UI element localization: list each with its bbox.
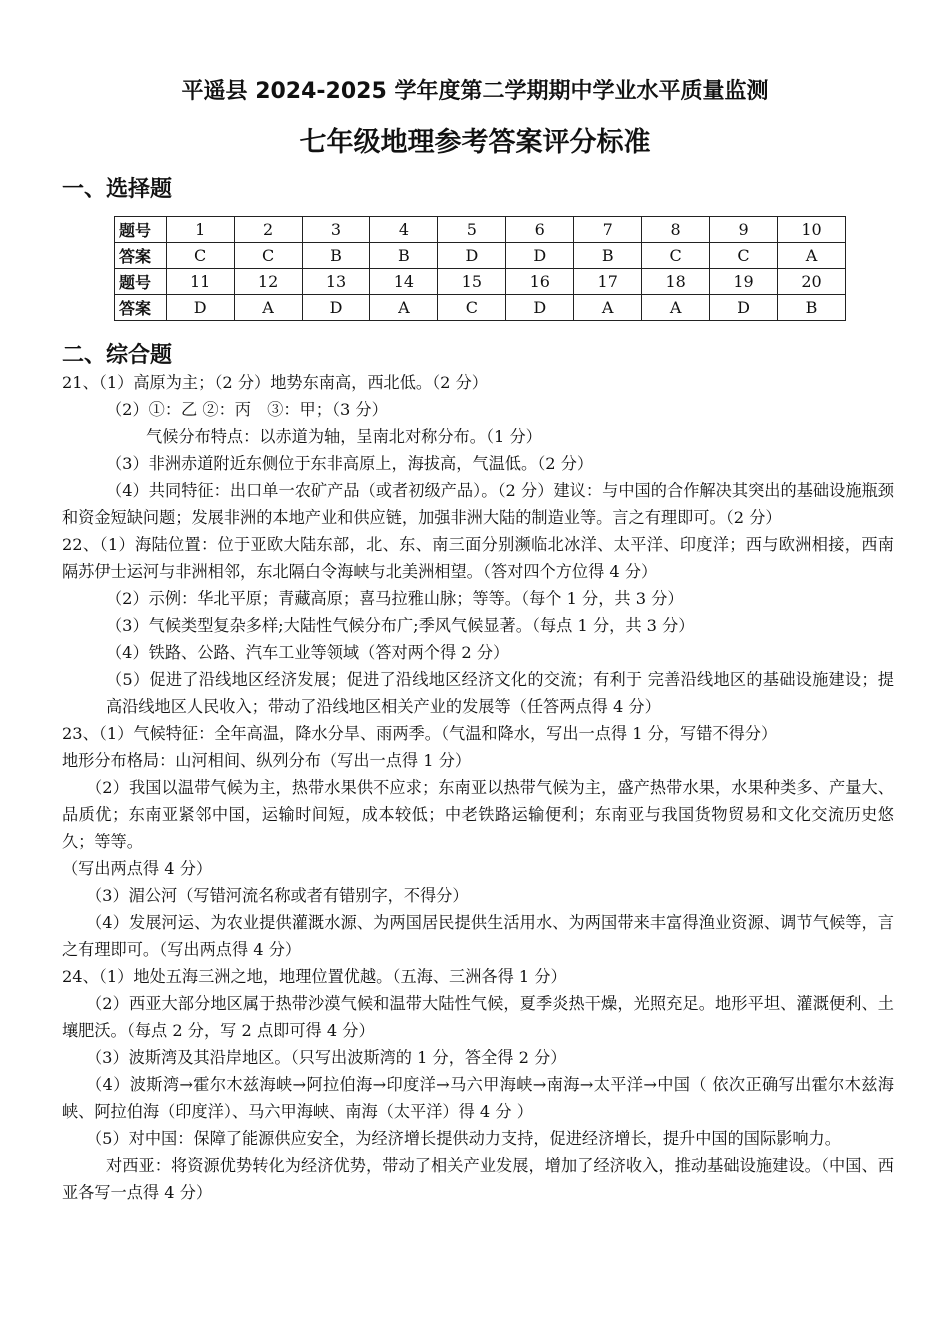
table-cell: 7 [574, 217, 642, 243]
table-row-header: 答案 [115, 295, 167, 321]
table-row [115, 217, 846, 243]
q24-line-4: （4）波斯湾→霍尔木兹海峡→阿拉伯海→印度洋→马六甲海峡→南海→太平洋→中国（ 依次正确写出霍尔木兹海峡、阿拉伯海（印度洋）、马六甲海峡、南海（太平洋）得 4 分 ） [62, 1075, 894, 1121]
table-cell: C [710, 243, 778, 269]
table-cell: A [642, 295, 710, 321]
table-cell: 2 [234, 217, 302, 243]
table-cell: 5 [438, 217, 506, 243]
table-cell: 18 [642, 269, 710, 295]
table-cell: 16 [506, 269, 574, 295]
q21-line-5: （4）共同特征：出口单一农矿产品（或者初级产品）。（2 分）建议：与中国的合作解决其突出的基础设施瓶颈和资金短缺问题；发展非洲的本地产业和供应链，加强非洲大陆的制造业等。言之有理即可。（2 分） [62, 481, 894, 527]
table-cell: 17 [574, 269, 642, 295]
table-row-header: 题号 [115, 217, 167, 243]
table-cell: 15 [438, 269, 506, 295]
table-cell: D [302, 295, 370, 321]
table-cell: A [778, 243, 846, 269]
table-row [115, 269, 846, 295]
answer-body [62, 369, 894, 1206]
table-cell: 9 [710, 217, 778, 243]
table-row-header: 题号 [115, 269, 167, 295]
q22-line-4: （4）铁路、公路、汽车工业等领域（答对两个得 2 分） [106, 643, 510, 662]
q21-line-3: 气候分布特点：以赤道为轴，呈南北对称分布。（1 分） [146, 427, 542, 446]
table-cell: 11 [166, 269, 234, 295]
table-cell: C [166, 243, 234, 269]
table-cell: 19 [710, 269, 778, 295]
q22-line-3: （3）气候类型复杂多样;大陆性气候分布广;季风气候显著。（每点 1 分，共 3 分） [106, 616, 695, 635]
table-cell: D [506, 243, 574, 269]
table-cell: D [506, 295, 574, 321]
table-cell: C [642, 243, 710, 269]
q22-line-1: 22、（1）海陆位置：位于亚欧大陆东部，北、东、南三面分别濒临北冰洋、太平洋、印度洋；西与欧洲相接，西南隔苏伊士运河与非洲相邻，东北隔白令海峡与北美洲相望。（答对四个方位得 4 分） [62, 535, 894, 581]
table-cell: 12 [234, 269, 302, 295]
table-cell: 6 [506, 217, 574, 243]
q23-line-4: （写出两点得 4 分） [62, 859, 213, 878]
table-cell: A [370, 295, 438, 321]
table-cell: 8 [642, 217, 710, 243]
table-row [115, 295, 846, 321]
q21-line-1: 21、（1）高原为主；（2 分）地势东南高，西北低。（2 分） [62, 373, 488, 392]
table-cell: D [710, 295, 778, 321]
q24-line-5: （5）对中国：保障了能源供应安全，为经济增长提供动力支持，促进经济增长，提升中国的国际影响力。 [86, 1129, 841, 1148]
q23-line-2: 地形分布格局：山河相间、纵列分布（写出一点得 1 分） [62, 751, 472, 770]
table-cell: C [234, 243, 302, 269]
table-cell: 13 [302, 269, 370, 295]
section-heading-choice: 一、选择题 [62, 177, 173, 202]
q23-line-5: （3）湄公河（写错河流名称或者有错别字，不得分） [86, 886, 469, 905]
table-cell: 20 [778, 269, 846, 295]
table-row-header: 答案 [115, 243, 167, 269]
q24-line-3: （3）波斯湾及其沿岸地区。（只写出波斯湾的 1 分，答全得 2 分） [86, 1048, 567, 1067]
table-cell: A [234, 295, 302, 321]
q21-line-2: （2）①：乙 ②：丙 ③：甲；（3 分） [106, 400, 388, 419]
q23-line-3: （2）我国以温带气候为主，热带水果供不应求；东南亚以热带气候为主，盛产热带水果，水果种类多、产量大、品质优；东南亚紧邻中国，运输时间短，成本较低；中老铁路运输便利；东南亚与我国货物贸易和文化交流历史悠久；等等。 [62, 778, 894, 851]
answer-table [114, 216, 846, 321]
table-cell: 3 [302, 217, 370, 243]
table-cell: B [302, 243, 370, 269]
table-cell: D [166, 295, 234, 321]
table-cell: B [778, 295, 846, 321]
table-cell: 10 [778, 217, 846, 243]
q22-line-5: （5）促进了沿线地区经济发展；促进了沿线地区经济文化的交流；有利于 完善沿线地区的基础设施建设；提高沿线地区人民收入；带动了沿线地区相关产业的发展等（任答两点得 4 分） [106, 670, 894, 716]
q24-line-1: 24、（1）地处五海三洲之地，地理位置优越。（五海、三洲各得 1 分） [62, 967, 567, 986]
table-row [115, 243, 846, 269]
table-cell: D [438, 243, 506, 269]
q21-line-4: （3）非洲赤道附近东侧位于东非高原上，海拔高，气温低。（2 分） [106, 454, 594, 473]
table-cell: B [370, 243, 438, 269]
page-title: 平遥县 2024-2025 学年度第二学期期中学业水平质量监测 [181, 79, 769, 104]
q24-line-2: （2）西亚大部分地区属于热带沙漠气候和温带大陆性气候，夏季炎热干燥，光照充足。地形平坦、灌溉便利、土壤肥沃。（每点 2 分，写 2 点即可得 4 分） [62, 994, 894, 1040]
table-cell: A [574, 295, 642, 321]
table-cell: 4 [370, 217, 438, 243]
table-cell: 1 [166, 217, 234, 243]
table-cell: 14 [370, 269, 438, 295]
q24-line-6: 对西亚：将资源优势转化为经济优势，带动了相关产业发展，增加了经济收入，推动基础设施建设。（中国、西亚各写一点得 4 分） [62, 1156, 894, 1202]
q23-line-1: 23、（1）气候特征：全年高温，降水分旱、雨两季。（气温和降水，写出一点得 1 分，写错不得分） [62, 724, 778, 743]
page-subtitle: 七年级地理参考答案评分标准 [299, 127, 651, 158]
section-heading-comprehensive: 二、综合题 [62, 343, 173, 368]
q23-line-6: （4）发展河运、为农业提供灌溉水源、为两国居民提供生活用水、为两国带来丰富得渔业资源、调节气候等，言之有理即可。（写出两点得 4 分） [62, 913, 894, 959]
table-cell: C [438, 295, 506, 321]
q22-line-2: （2）示例：华北平原；青藏高原；喜马拉雅山脉；等等。（每个 1 分，共 3 分） [106, 589, 684, 608]
table-cell: B [574, 243, 642, 269]
